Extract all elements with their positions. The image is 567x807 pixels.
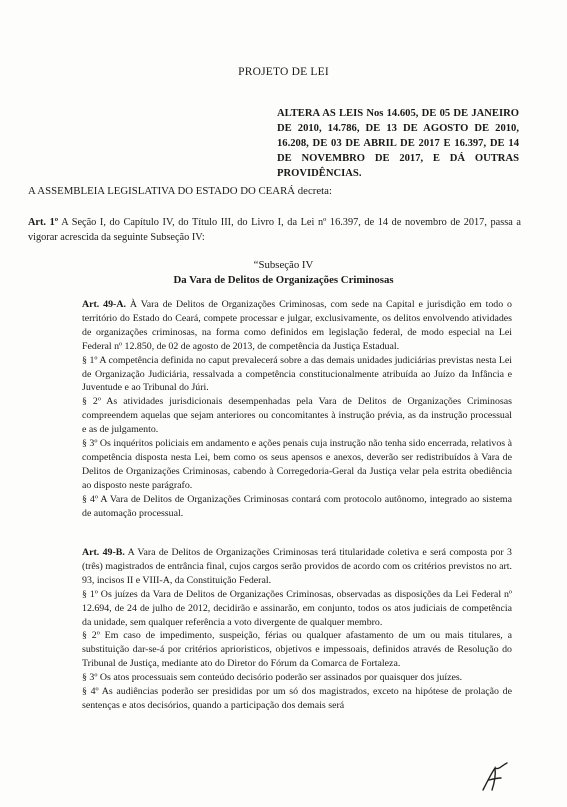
article-49b-paragraph-1: § 1º Os juízes da Vara de Delitos de Organizações Criminosas, observadas as disposições da Lei Federal nº 12.694, de 24 de julho de 2012, decidirão e assinarão, em conjunto, todos os atos judiciais de competência da unidade, sem qualquer referência a voto divergente de qualquer membro. bbox=[82, 588, 512, 628]
article-49a-paragraph-2: § 2º As atividades jurisdicionais desempenhadas pela Vara de Delitos de Organizações Criminosas compreendem aquelas que sejam anteriores ou concomitantes à instrução prévia, as da instrução processual e as de julgamento. bbox=[82, 396, 512, 436]
article-49b-caput bbox=[82, 546, 512, 588]
article-49b-caput-text: A Vara de Delitos de Organizações Criminosas terá titularidade coletiva e será composta por 3 (três) magistrados de entrância final, cujos cargos serão providos de acordo com os critérios previstos no art. 93, incisos II e VIII-A, da Constituição Federal. bbox=[82, 547, 512, 586]
article-49b-label: Art. 49-B. bbox=[82, 547, 125, 558]
document-title: PROJETO DE LEI bbox=[238, 66, 329, 78]
article-1 bbox=[28, 216, 521, 245]
subsection-heading bbox=[0, 258, 567, 288]
article-49a bbox=[82, 298, 512, 521]
article-49a-caput bbox=[82, 298, 512, 354]
article-49a-paragraph-1: § 1º A competência definida no caput prevalecerá sobre a das demais unidades judiciárias previstas nesta Lei de Organização Judiciária, ressalvada a competência constitucionalmente atribuída ao Juízo da Infância e Juventude e ao Tribunal do Júri. bbox=[82, 354, 512, 394]
article-49a-paragraph-4: § 4º A Vara de Delitos de Organizações Criminosas contará com protocolo autônomo, integrado ao sistema de automação processual. bbox=[82, 493, 512, 519]
preamble bbox=[28, 185, 528, 197]
article-1-text: A Seção I, do Capítulo IV, do Título III, do Livro I, da Lei nº 16.397, de 14 de novembro de 2017, passa a vigorar acrescida da seguinte Subseção IV: bbox=[28, 217, 521, 243]
preamble-legislature: A ASSEMBLEIA LEGISLATIVA DO ESTADO DO CEARÁ bbox=[28, 185, 296, 197]
article-49b-paragraph-3: § 3º Os atos processuais sem conteúdo decisório poderão ser assinados por quaisquer dos juízes. bbox=[82, 672, 463, 684]
subsection-title: “Subseção IV bbox=[253, 259, 314, 271]
article-1-label: Art. 1º bbox=[28, 217, 59, 228]
document-ementa: ALTERA AS LEIS Nos 14.605, DE 05 DE JANEIRO DE 2010, 14.786, DE 13 DE AGOSTO DE 2010, 16.208, DE 03 DE ABRIL DE 2017 E 16.397, DE 14 DE NOVEMBRO DE 2017, E DÁ OUTRAS PROVIDÊNCIAS. bbox=[277, 108, 519, 179]
article-49a-paragraph-3: § 3º Os inquéritos policiais em andamento e ações penais cuja instrução não tenha sido encerrada, relativos à competência disposta nesta Lei, bem como os seus apensos e anexos, deverão ser redistribuídos à Vara de Delitos de Organizações Criminosas, cabendo à Corregedoria-Geral da Justiça velar pela estrita obediência ao disposto neste parágrafo. bbox=[82, 438, 512, 491]
subsection-name: Da Vara de Delitos de Organizações Criminosas bbox=[173, 274, 394, 286]
preamble-decree: decreta: bbox=[295, 185, 332, 197]
article-49b-paragraph-4: § 4º As audiências poderão ser presididas por um só dos magistrados, exceto na hipótese de prolação de sentenças e atos decisórios, quando a participação dos demais será bbox=[82, 686, 512, 711]
handwritten-initial-signature bbox=[477, 760, 517, 794]
article-49a-label: Art. 49-A. bbox=[82, 299, 126, 310]
article-49a-caput-text: À Vara de Delitos de Organizações Criminosas, com sede na Capital e jurisdição em todo o território do Estado do Ceará, compete processar e julgar, exclusivamente, os delitos envolvendo atividades de organizações criminosas, na forma como definidos em legislação federal, de modo especial na Lei Federal nº 12.850, de 02 de agosto de 2013, de competência da Justiça Estadual. bbox=[82, 299, 512, 352]
article-49b-paragraph-2: § 2º Em caso de impedimento, suspeição, férias ou qualquer afastamento de um ou mais titulares, a substituição dar-se-á por critérios aprioristicos, objetivos e impessoais, definidos através de Resolução do Tribunal de Justiça, mediante ato do Diretor do Fórum da Comarca de Fortaleza. bbox=[82, 630, 512, 670]
article-49b bbox=[82, 546, 512, 713]
